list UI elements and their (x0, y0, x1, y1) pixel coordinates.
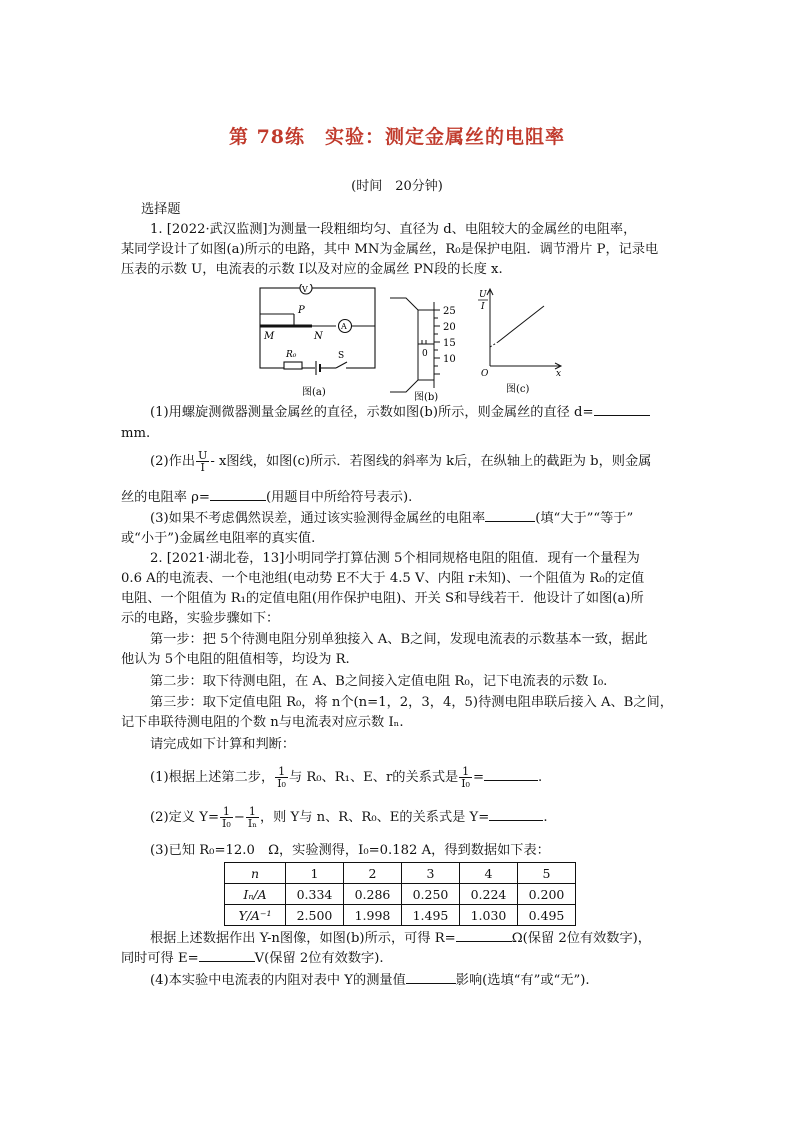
q2-after-table-1 (150, 929, 651, 949)
graph-ylabel-i: I (481, 302, 485, 312)
m-label: M (264, 331, 275, 342)
resistor-r0 (284, 362, 302, 369)
figure-c-caption: 图(c) (506, 384, 530, 395)
answer-blank-y-relation[interactable] (489, 808, 543, 821)
ammeter-label: A (341, 322, 347, 331)
q2-part1-text: 与 R₀、R₁、E、r的关系式是 (288, 770, 459, 785)
q1-line2: 某同学设计了如图(a)所示的电路，其中 MN为金属丝，R₀是保护电阻．调节滑片 P，记录电 (121, 242, 659, 257)
answer-blank-i0-relation[interactable] (484, 768, 538, 781)
q2-part4 (150, 971, 590, 991)
answer-blank-compare[interactable] (485, 509, 535, 522)
q1-line3: 压表的示数 U，电流表的示数 I以及对应的金属丝 PN段的长度 x. (121, 262, 503, 277)
r0-label: R₀ (286, 350, 297, 360)
figure-b-micrometer (388, 296, 468, 402)
scale-0: 0 (422, 349, 428, 359)
q2-step2: 第二步：取下待测电阻，在 A、B之间接入定值电阻 R₀，记下电流表的示数 I₀. (150, 674, 608, 689)
q1-part2-rho: 丝的电阻率 ρ= (121, 490, 210, 505)
table-cell: 2.500 (286, 905, 344, 926)
frac-den-i0: I₀ (277, 777, 286, 790)
one-over-i0-fraction (275, 766, 288, 789)
q2-part1: (1)根据上述第二步， $\frac{1}{\text{I₀}}$ 与 R₀、R₁、E、r的关系式是 $\frac{1}{\text{I₀}}$ = . (150, 765, 543, 790)
figure-c-graph (476, 286, 568, 402)
page-title: 第 78练 实验：测定金属丝的电阻率 (228, 126, 566, 148)
table-cell: 1 (286, 863, 344, 884)
y-frac1-num: 1 (220, 806, 233, 818)
q2-e-text: 同时可得 E= (121, 951, 199, 966)
answer-blank-e[interactable] (199, 949, 255, 962)
scale-10: 10 (443, 354, 456, 365)
table-header-y: Y/A⁻¹ (225, 905, 286, 926)
q2-line2: 0.6 A的电流表、一个电池组(电动势 E不大于 4.5 V、内阻 r未知)、一个阻值为 R₀的定值 (121, 571, 645, 586)
q2-step1b: 他认为 5个电阻的阻值相等，均设为 R. (121, 652, 350, 667)
frac-den-i: I (200, 461, 205, 474)
n-label: N (314, 331, 323, 342)
table-row-y (225, 905, 576, 926)
voltmeter-label: V (302, 285, 308, 294)
answer-blank-rho[interactable] (210, 488, 266, 501)
q2-part2 (150, 806, 548, 829)
slider-label: P (298, 305, 305, 316)
frac-den-i0b: I₀ (461, 777, 470, 790)
table-cell: 1.998 (344, 905, 402, 926)
answer-blank-diameter[interactable] (594, 403, 650, 416)
q2-part4-text: (4)本实验中电流表的内阻对表中 Y的测量值 (150, 973, 406, 988)
q1-part1 (150, 403, 650, 423)
table-header-n: n (225, 863, 286, 884)
q1-part3-text: (3)如果不考虑偶然误差，通过该实验测得金属丝的电阻率 (150, 511, 486, 526)
frac-num-u: U (198, 449, 208, 462)
q1-part1-unit: mm. (121, 426, 151, 441)
q2-step3b: 记下串联待测电阻的个数 n与电流表对应示数 Iₙ. (121, 715, 404, 730)
q2-r-unit: Ω(保留 2位有效数字)， (511, 931, 651, 946)
frac-num-1b: 1 (459, 766, 472, 778)
answer-blank-r[interactable] (456, 929, 512, 942)
one-over-i0-fraction-2 (459, 766, 472, 789)
period-2: . (543, 810, 548, 825)
table-cell: 1.495 (402, 905, 460, 926)
graph-ylabel-u: U (479, 290, 487, 300)
q2-part2-text: ，则 Y与 n、R、R₀、E的关系式是 Y= (259, 810, 490, 825)
q2-part1-prefix: (1)根据上述第二步， (150, 770, 275, 785)
q2-line3: 电阻、一个阻值为 R₁的定值电阻(用作保护电阻)、开关 S和导线若干．他设计了如图(a)所 (121, 591, 644, 606)
scale-15: 15 (443, 338, 456, 349)
table-cell: 0.286 (344, 884, 402, 905)
y-frac2-den: Iₙ (247, 817, 257, 830)
figure-a-caption: 图(a) (302, 387, 326, 398)
q1-part3-choice: (填“大于”“等于” (535, 511, 634, 526)
q2-instruction: 请完成如下计算和判断： (150, 737, 296, 752)
q2-part2-prefix: (2)定义 Y= (150, 810, 220, 825)
q2-part3: (3)已知 R₀=12.0 Ω，实验测得，I₀=0.182 A，得到数据如下表： (150, 843, 550, 858)
q1-part2-prefix: (2)作出 (150, 454, 196, 469)
figure-a-circuit (250, 284, 382, 402)
q1-part3-cont: 或“小于”)金属丝电阻率的真实值. (121, 531, 316, 546)
table-cell: 4 (460, 863, 518, 884)
table-row-current (225, 884, 576, 905)
q2-line4: 示的电路，实验步骤如下： (121, 611, 280, 626)
answer-blank-effect[interactable] (406, 971, 456, 984)
q2-after-table-2 (121, 949, 384, 969)
q1-part2-cont (121, 488, 412, 508)
y-frac2-num: 1 (246, 806, 259, 818)
y-frac-1 (220, 806, 233, 829)
q1-part2 (150, 450, 651, 473)
table-cell: 0.200 (518, 884, 576, 905)
u-over-i-fraction (196, 450, 209, 473)
section-heading: 选择题 (141, 202, 181, 217)
table-row-n (225, 863, 576, 884)
table-cell: 0.250 (402, 884, 460, 905)
q1-part1-text: (1)用螺旋测微器测量金属丝的直径，示数如图(b)所示，则金属丝的直径 d= (150, 405, 594, 420)
q2-r-text: 根据上述数据作出 Y-n图像，如图(b)所示，可得 R= (150, 931, 456, 946)
q1-part2-note: (用题目中所给符号表示). (265, 490, 413, 505)
minus-sign: − (233, 810, 245, 825)
q1-line1: 1. [2022·武汉监测]为测量一段粗细均匀、直径为 d、电阻较大的金属丝的电阻率， (150, 222, 637, 237)
q2-part4-choice: 影响(选填“有”或“无”). (455, 973, 590, 988)
table-cell: 1.030 (460, 905, 518, 926)
switch-label: S (338, 351, 345, 361)
y-frac1-den: I₀ (222, 817, 231, 830)
table-header-in: Iₙ/A (225, 884, 286, 905)
scale-20: 20 (443, 322, 456, 333)
q1-part2-text: - x图线，如图(c)所示．若图线的斜率为 k后，在纵轴上的截距为 b，则金属 (210, 454, 652, 469)
table-cell: 0.334 (286, 884, 344, 905)
data-table (224, 862, 576, 926)
q1-part3 (150, 509, 633, 529)
graph-xlabel: x (556, 369, 562, 379)
figure-b-caption: 图(b) (414, 392, 439, 402)
graph-origin: O (481, 369, 489, 379)
y-frac-2 (246, 806, 259, 829)
table-cell: 2 (344, 863, 402, 884)
table-cell: 3 (402, 863, 460, 884)
q2-line1: 2. [2021·湖北卷，13]小明同学打算估测 5个相同规格电阻的阻值．现有一个量程为 (150, 551, 640, 566)
q2-step3a: 第三步：取下定值电阻 R₀，将 n个(n=1，2，3，4，5)待测电阻串联后接入 A、B之间， (150, 695, 673, 710)
table-cell: 5 (518, 863, 576, 884)
period-1: . (538, 770, 543, 785)
table-cell: 0.224 (460, 884, 518, 905)
q2-e-unit: V(保留 2位有效数字). (254, 951, 384, 966)
q2-step1a: 第一步：把 5个待测电阻分别单独接入 A、B之间，发现电流表的示数基本一致，据此 (150, 632, 648, 647)
table-cell: 0.495 (518, 905, 576, 926)
time-limit: (时间 20分钟) (351, 179, 443, 194)
frac-num-1: 1 (275, 766, 288, 778)
scale-25: 25 (443, 306, 456, 317)
